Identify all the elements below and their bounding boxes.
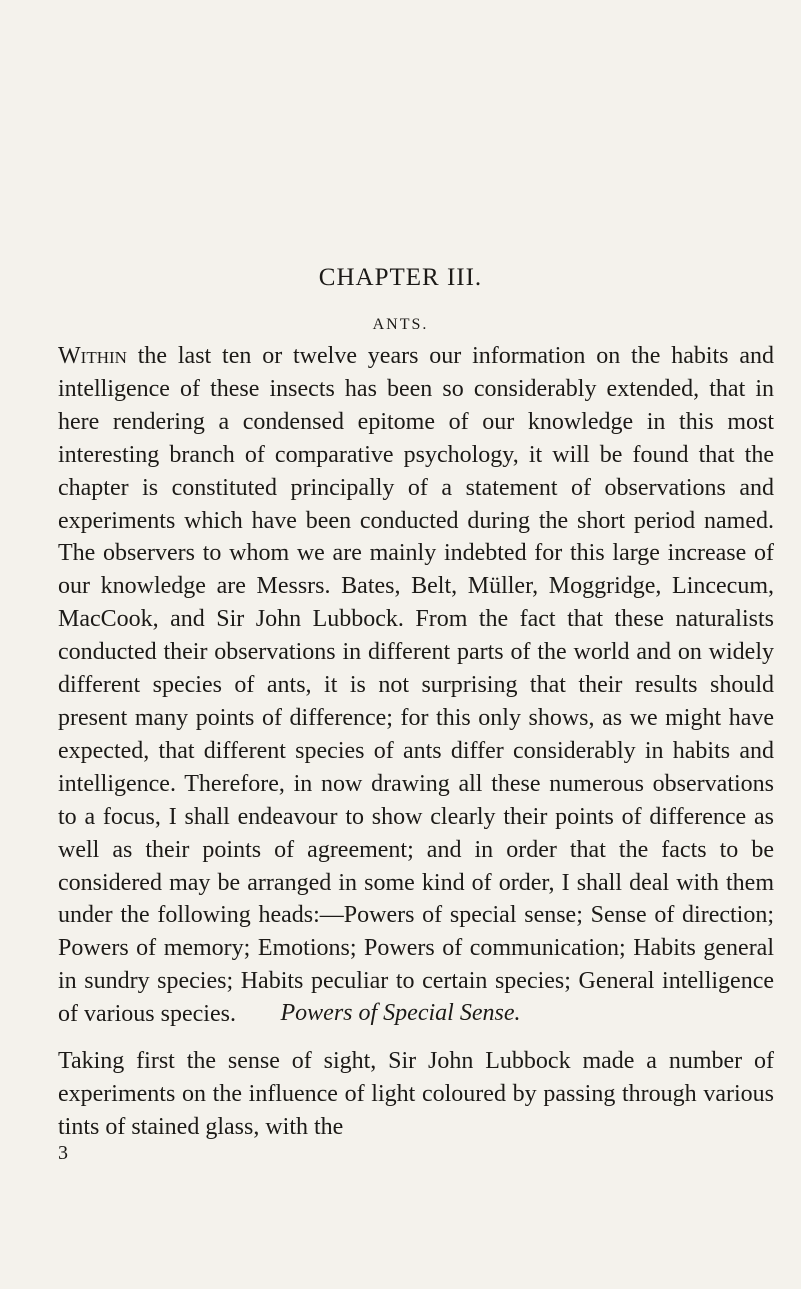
chapter-heading: CHAPTER III.: [318, 264, 483, 291]
paragraph-lead-word: Within: [58, 343, 127, 369]
body-paragraph: [58, 1045, 774, 1144]
paragraph-text: the last ten or twelve years our information on the habits and intelligence of these insects has been so considerably extended, that in here rendering a condensed epitome of our knowledge in this most interesting branch of comparative psychology, it will be found that the chapter is constituted principally of a statement of observations and experiments which have been conducted during the short period named. The observers to whom we are mainly indebted for this large increase of our knowledge are Messrs. Bates, Belt, Müller, Moggridge, Lincecum, MacCook, and Sir John Lubbock. From the fact that these naturalists conducted their observations in different parts of the world and on widely different species of ants, it is not surprising that their results should present many points of difference; for this only shows, as we might have expected, that different species of ants differ considerably in habits and intelligence. Therefore, in now drawing all these numerous observations to a focus, I shall endeavour to show clearly their points of difference as well as their points of agreement; and in order that the facts to be considered may be arranged in some kind of order, I shall deal with them under the following heads:—Powers of special sense; Sense of direction; Powers of memory; Emotions; Powers of communication; Habits general in sundry species; Habits peculiar to certain species; General intelligence of various species.: [58, 343, 774, 1028]
chapter-title: ANTS.: [372, 316, 429, 333]
section-heading: Powers of Special Sense.: [280, 1000, 521, 1026]
signature-mark: 3: [58, 1142, 68, 1164]
body-paragraph: [58, 340, 774, 1031]
paragraph-text: Taking first the sense of sight, Sir John Lubbock made a number of experiments on the influence of light coloured by passing through various tints of stained glass, with the: [58, 1048, 774, 1140]
